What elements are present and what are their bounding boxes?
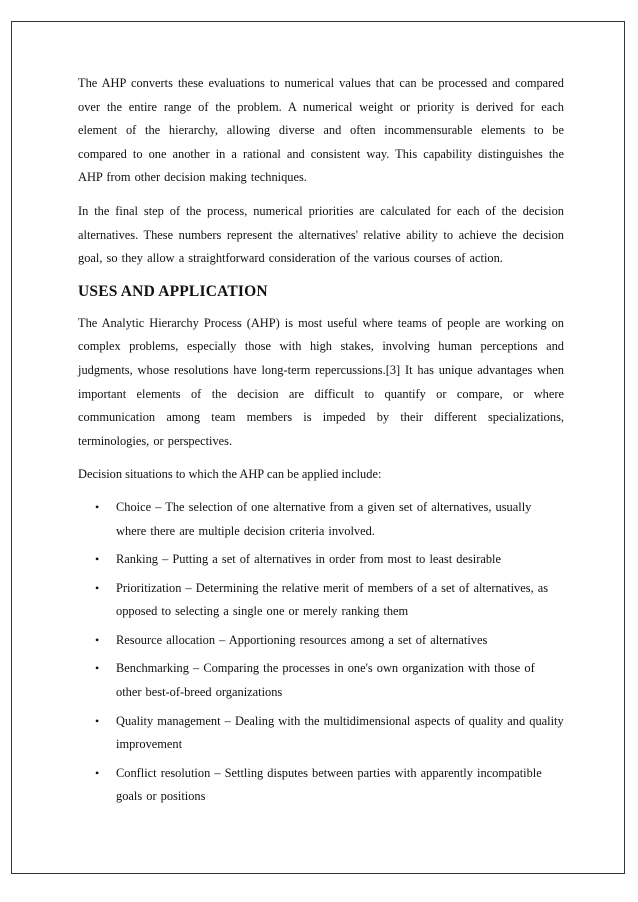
bullet-icon: • (95, 713, 100, 728)
list-item-text: Resource allocation – Apportioning resources among a set of alternatives (116, 632, 488, 647)
document-body (78, 72, 564, 814)
list-item-text: Choice – The selection of one alternative from a given set of alternatives, usually where there are multiple decision criteria involved. (116, 499, 532, 538)
paragraph-ahp-conversion: The AHP converts these evaluations to numerical values that can be processed and compared over the entire range of the problem. A numerical weight or priority is derived for each element of the hierarchy, allowing diverse and often incommensurable elements to be compared to one another in a rational and consistent way. This capability distinguishes the AHP from other decision making techniques. (78, 76, 564, 185)
list-item (78, 548, 564, 572)
list-item (78, 629, 564, 653)
bullet-icon: • (95, 580, 100, 595)
list-item (78, 657, 564, 704)
paragraph-final-step: In the final step of the process, numerical priorities are calculated for each of the decision alternatives. These numbers represent the alternatives' relative ability to achieve the decision goal, so they allow a straightforward consideration of the various courses of action. (78, 203, 564, 266)
applications-list (78, 496, 564, 809)
bullet-icon: • (95, 765, 100, 780)
list-intro: Decision situations to which the AHP can be applied include: (78, 467, 382, 482)
section-heading: USES AND APPLICATION (78, 282, 268, 300)
list-item-text: Prioritization – Determining the relative merit of members of a set of alternatives, as opposed to selecting a single one or merely ranking them (116, 580, 549, 619)
list-item-text: Benchmarking – Comparing the processes in one's own organization with those of other best-of-breed organizations (116, 661, 535, 700)
paragraph-uses: The Analytic Hierarchy Process (AHP) is most useful where teams of people are working on complex problems, especially those with high stakes, involving human perceptions and judgments, whose resolutions have long-term repercussions.[3] It has unique advantages when important elements of the decision are difficult to quantify or compare, or where communication among team members is impeded by their different specializations, terminologies, or perspectives. (78, 315, 564, 448)
bullet-icon: • (95, 499, 100, 514)
list-item-text: Conflict resolution – Settling disputes between parties with apparently incompatible goals or positions (116, 765, 542, 804)
list-item-text: Quality management – Dealing with the multidimensional aspects of quality and quality improvement (116, 713, 564, 752)
bullet-icon: • (95, 552, 100, 567)
list-item-text: Ranking – Putting a set of alternatives in order from most to least desirable (116, 552, 501, 567)
list-item (78, 577, 564, 624)
bullet-icon: • (95, 661, 100, 676)
list-item (78, 762, 564, 809)
list-item (78, 496, 564, 543)
list-item (78, 710, 564, 757)
bullet-icon: • (95, 632, 100, 647)
